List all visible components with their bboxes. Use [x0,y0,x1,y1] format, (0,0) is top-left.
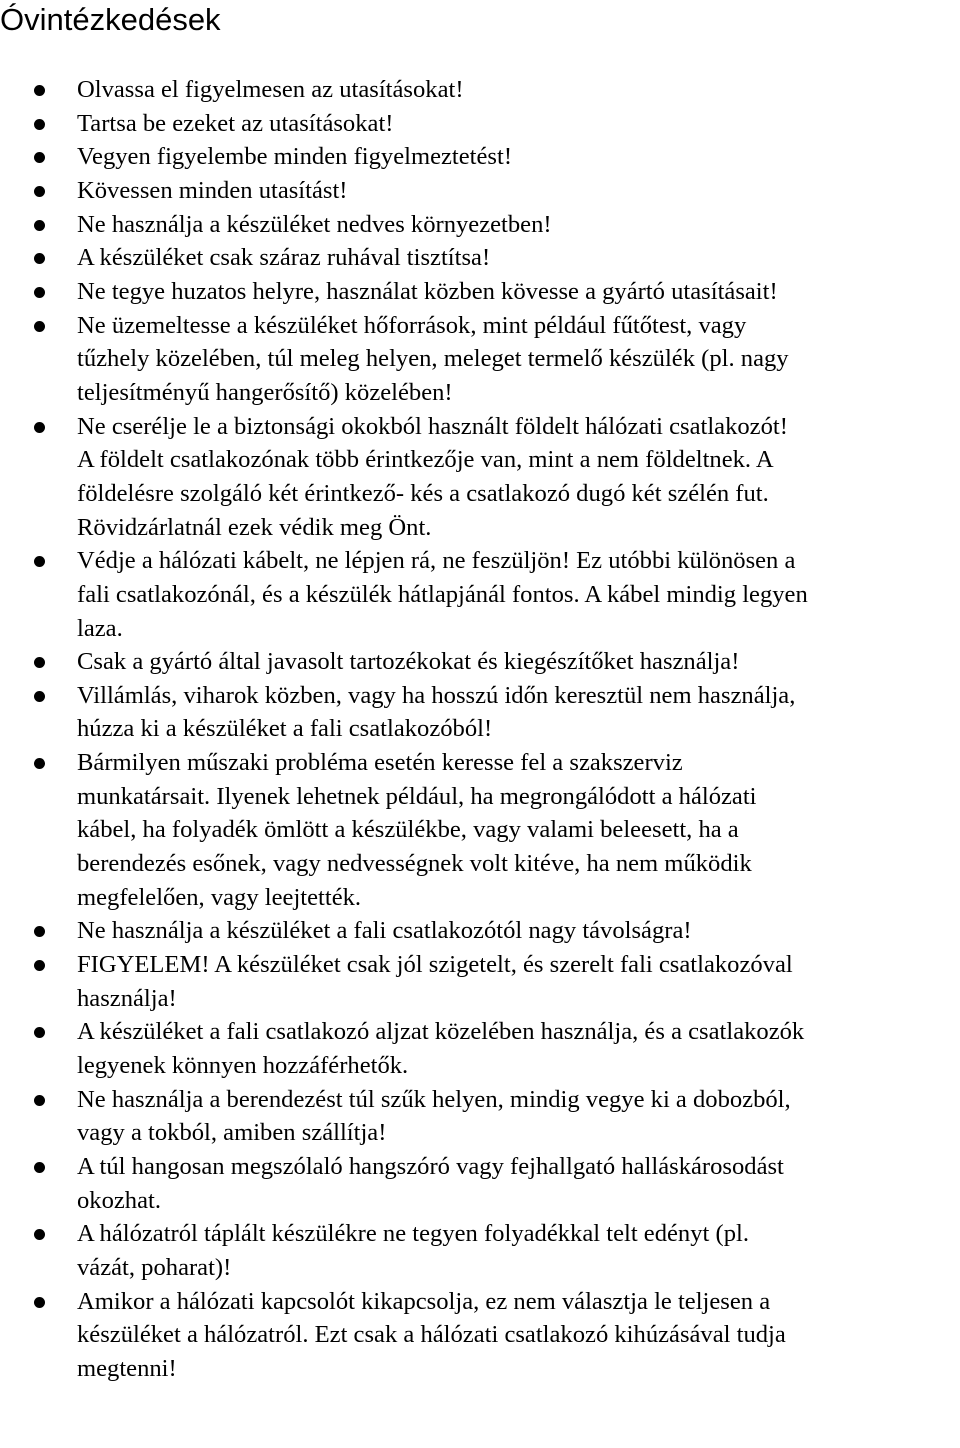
list-item [0,679,960,746]
bullet-icon [34,85,45,96]
list-item-text: Ne cserélje le a biztonsági okokból használt földelt hálózati csatlakozót! A földelt csatlakozónak több érintkezője van, mint a nem földeltnek. A földelésre szolgáló két érintkező- kés a csatlakozó dugó két szélén fut. Rövidzárlatnál ezek védik meg Önt. [77,412,788,541]
bullet-icon [34,691,45,702]
list-item-text: Tartsa be ezeket az utasításokat! [77,109,394,137]
bullet-icon [34,556,45,567]
list-item-text: Ne tegye huzatos helyre, használat közben kövesse a gyártó utasításait! [77,277,778,305]
list-item [0,914,960,948]
list-item [0,544,960,645]
list-item [0,174,960,208]
list-item [0,241,960,275]
list-item-text: Ne üzemeltesse a készüléket hőforrások, mint például fűtőtest, vagy tűzhely közelében, túl meleg helyen, meleget termelő készülék (pl. nagy teljesítményű hangerősítő) közelében! [77,311,789,406]
list-item [0,1015,960,1082]
list-item-text: A készüléket csak száraz ruhával tisztítsa! [77,244,491,272]
list-item [0,73,960,107]
bullet-icon [34,220,45,231]
bullet-icon [34,152,45,163]
bullet-icon [34,186,45,197]
list-item-text: Ne használja a készüléket nedves környezetben! [77,210,552,238]
list-item [0,107,960,141]
list-item [0,1083,960,1150]
list-item [0,208,960,242]
list-item-text: Olvassa el figyelmesen az utasításokat! [77,76,464,103]
list-item [0,645,960,679]
bullet-icon [34,1095,45,1106]
bullet-icon [34,1162,45,1173]
bullet-icon [34,1027,45,1038]
bullet-icon [34,321,45,332]
list-item-text: Bármilyen műszaki probléma esetén keresse fel a szakszerviz munkatársait. Ilyenek lehetnek például, ha megrongálódott a hálózati kábel, ha folyadék ömlött a készülékbe, vagy valami beleesett, ha a berendezés esőnek, vagy nedvességnek volt kitéve, ha nem működik megfelelően, vagy leejtették. [77,749,757,911]
bullet-icon [34,1229,45,1240]
bullet-icon [34,960,45,971]
bullet-icon [34,657,45,668]
bullet-icon [34,758,45,769]
bullet-icon [34,119,45,130]
list-item-text: Amikor a hálózati kapcsolót kikapcsolja, ez nem választja le teljesen a készüléket a hálózatról. Ezt csak a hálózati csatlakozó kihúzásával tudja megtenni! [77,1287,786,1382]
list-item-text: A készüléket a fali csatlakozó aljzat közelében használja, és a csatlakozók legyenek könnyen hozzáférhetők. [77,1018,805,1080]
bullet-icon [34,926,45,937]
list-item-text: Ne használja a berendezést túl szűk helyen, mindig vegye ki a dobozból, vagy a tokból, amiben szállítja! [77,1085,791,1147]
page-title: Óvintézkedések [0,2,221,37]
list-item [0,140,960,174]
list-item [0,948,960,1015]
list-item-text: Ne használja a készüléket a fali csatlakozótól nagy távolságra! [77,917,692,945]
list-item-text: Vegyen figyelembe minden figyelmeztetést! [77,143,513,171]
bullet-icon [34,287,45,298]
bullet-icon [34,253,45,264]
list-item [0,1217,960,1284]
list-item [0,275,960,309]
list-item [0,410,960,545]
list-item-text: FIGYELEM! A készüléket csak jól szigetelt, és szerelt fali csatlakozóval használja! [77,951,793,1012]
list-item [0,1150,960,1217]
list-item [0,1285,960,1386]
list-item-text: A hálózatról táplált készülékre ne tegyen folyadékkal telt edényt (pl. vázát, poharat)! [77,1220,749,1281]
bullet-icon [34,1297,45,1308]
list-item-text: Csak a gyártó által javasolt tartozékokat és kiegészítőket használja! [77,648,740,676]
precautions-list [0,73,960,1386]
list-item [0,309,960,410]
list-item-text: A túl hangosan megszólaló hangszóró vagy fejhallgató halláskárosodást okozhat. [77,1153,784,1214]
list-item [0,746,960,914]
list-item-text: Villámlás, viharok közben, vagy ha hosszú időn keresztül nem használja, húzza ki a készüléket a fali csatlakozóból! [77,681,796,743]
list-item-text: Kövessen minden utasítást! [77,176,348,204]
list-item-text: Védje a hálózati kábelt, ne lépjen rá, ne feszüljön! Ez utóbbi különösen a fali csatlakozónál, és a készülék hátlapjánál fontos. A kábel mindig legyen laza. [77,547,808,642]
bullet-icon [34,422,45,433]
